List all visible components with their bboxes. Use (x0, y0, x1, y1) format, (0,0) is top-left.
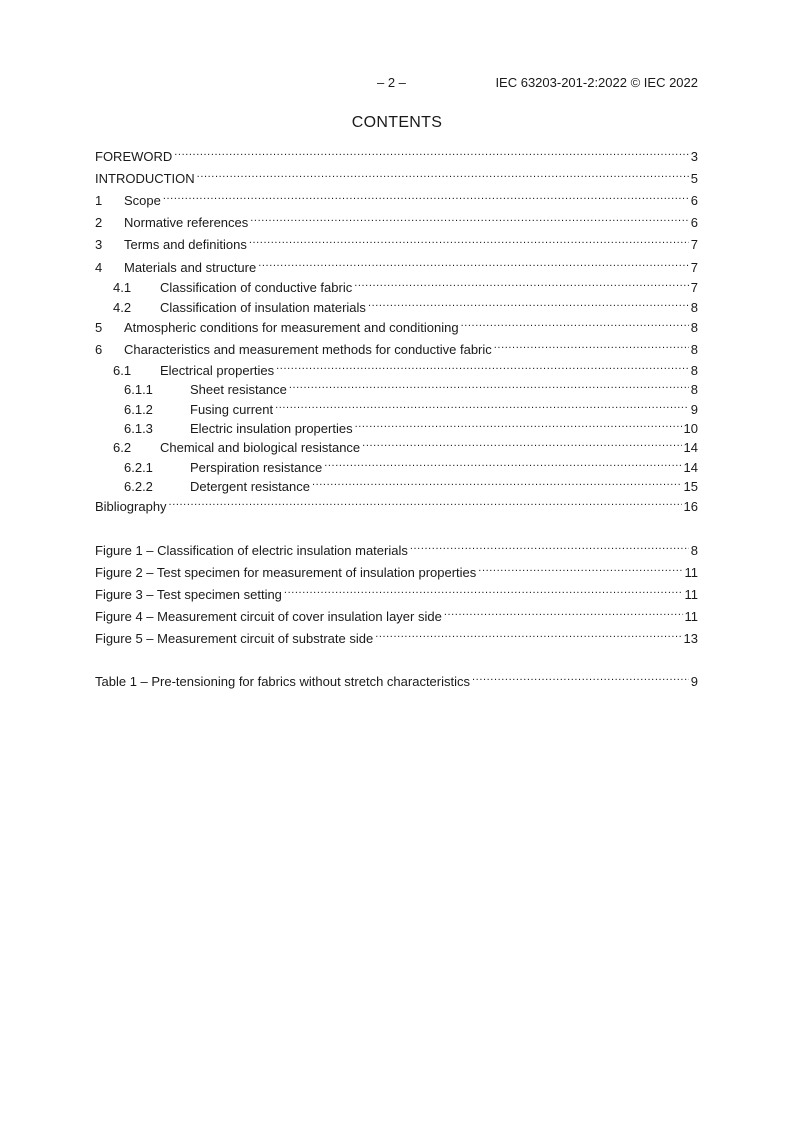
toc-entry[interactable] (95, 397, 698, 417)
toc-entry-number: 6.1.2 (124, 402, 153, 417)
toc-entry-page: 8 (690, 382, 698, 397)
toc-entry-number: 2 (95, 215, 103, 230)
toc-leader-dots (461, 315, 689, 332)
toc-entry-label: Atmospheric conditions for measurement and conditioning (124, 320, 459, 335)
toc-leader-dots (354, 275, 689, 292)
toc-leader-dots (250, 210, 688, 227)
toc-leader-dots (163, 188, 689, 205)
toc-entry-page: 3 (690, 149, 698, 164)
toc-entry[interactable] (95, 538, 698, 558)
contents-title: CONTENTS (351, 114, 443, 131)
toc-entry-page: 11 (684, 609, 698, 624)
toc-entry[interactable] (95, 232, 698, 252)
toc-entry-number: 6.2.1 (124, 460, 153, 475)
toc-entry-page: 11 (684, 565, 698, 580)
toc-entry[interactable] (95, 275, 698, 295)
toc-entry-page: 7 (690, 260, 698, 275)
toc-entry-label: Fusing current (190, 402, 274, 417)
toc-entry-page: 14 (683, 440, 698, 455)
toc-entry[interactable] (95, 435, 698, 455)
toc-entry[interactable] (95, 188, 698, 208)
page-number: – 2 – (377, 75, 406, 90)
toc-entry[interactable] (95, 626, 698, 646)
toc-entry-label: Sheet resistance (190, 382, 287, 397)
toc-leader-dots (375, 626, 681, 643)
toc-entry-number: 5 (95, 320, 103, 335)
toc-entry[interactable] (95, 210, 698, 230)
toc-entry-label: Perspiration resistance (190, 460, 323, 475)
toc-entry[interactable] (95, 582, 698, 602)
toc-entry-number: 6 (95, 342, 103, 357)
toc-entry-page: 14 (683, 460, 698, 475)
toc-leader-dots (249, 232, 689, 249)
toc-entry[interactable] (95, 337, 698, 357)
toc-entry-number: 6.2.2 (124, 479, 153, 494)
toc-entry[interactable] (95, 560, 698, 580)
toc-leader-dots (275, 397, 689, 414)
toc-entry-page: 6 (690, 193, 698, 208)
toc-entry-page: 8 (690, 342, 698, 357)
toc-leader-dots (284, 582, 683, 599)
toc-entry[interactable] (95, 144, 698, 164)
toc-entry-label: FOREWORD (95, 149, 173, 164)
toc-entry-page: 5 (690, 171, 698, 186)
toc-entry-page: 11 (684, 587, 698, 602)
toc-leader-dots (478, 560, 682, 577)
toc-entry-number: 6.1.3 (124, 421, 153, 436)
toc-entry-number: 4 (95, 260, 103, 275)
toc-entry-page: 8 (690, 300, 698, 315)
toc-entry-page: 8 (690, 320, 698, 335)
toc-entry-label: Figure 4 – Measurement circuit of cover insulation layer side (95, 609, 442, 624)
toc-entry-page: 9 (690, 674, 698, 689)
toc-entry[interactable] (95, 315, 698, 335)
toc-leader-dots (197, 166, 689, 183)
document-reference: IEC 63203-201-2:2022 © IEC 2022 (495, 75, 698, 90)
toc-entry-number: 6.1.1 (124, 382, 153, 397)
toc-entry[interactable] (95, 416, 698, 436)
toc-entry-label: Classification of conductive fabric (160, 280, 353, 295)
toc-entry-page: 9 (690, 402, 698, 417)
toc-leader-dots (410, 538, 689, 555)
toc-leader-dots (444, 604, 683, 621)
toc-entry-label: Figure 5 – Measurement circuit of substrate side (95, 631, 374, 646)
toc-entry-label: Materials and structure (124, 260, 257, 275)
toc-entry-page: 8 (690, 363, 698, 378)
toc-leader-dots (324, 455, 681, 472)
toc-entry-label: Detergent resistance (190, 479, 310, 494)
toc-entry-label: Table 1 – Pre-tensioning for fabrics without stretch characteristics (95, 674, 471, 689)
toc-entry-label: Terms and definitions (124, 237, 247, 252)
toc-entry[interactable] (95, 255, 698, 275)
toc-entry-number: 4.2 (113, 300, 132, 315)
toc-entry-label: Normative references (124, 215, 249, 230)
toc-entry[interactable] (95, 166, 698, 186)
toc-leader-dots (472, 669, 689, 686)
toc-leader-dots (289, 377, 689, 394)
toc-entry-page: 8 (690, 543, 698, 558)
toc-entry[interactable] (95, 377, 698, 397)
toc-entry-number: 1 (95, 193, 103, 208)
toc-entry[interactable] (95, 295, 698, 315)
toc-entry-label: Electric insulation properties (190, 421, 353, 436)
toc-leader-dots (362, 435, 681, 452)
toc-leader-dots (174, 144, 688, 161)
toc-entry[interactable] (95, 494, 698, 514)
toc-entry-label: Scope (124, 193, 161, 208)
toc-entry-number: 6.2 (113, 440, 132, 455)
toc-leader-dots (494, 337, 689, 354)
toc-entry-label: INTRODUCTION (95, 171, 195, 186)
toc-entry-number: 6.1 (113, 363, 132, 378)
toc-entry-label: Bibliography (95, 499, 167, 514)
toc-leader-dots (312, 474, 682, 491)
toc-entry-label: Figure 1 – Classification of electric insulation materials (95, 543, 408, 558)
toc-entry-label: Classification of insulation materials (160, 300, 366, 315)
toc-entry-page: 6 (690, 215, 698, 230)
toc-entry-number: 4.1 (113, 280, 132, 295)
toc-entry-label: Figure 3 – Test specimen setting (95, 587, 282, 602)
toc-entry[interactable] (95, 455, 698, 475)
toc-leader-dots (276, 358, 689, 375)
toc-entry[interactable] (95, 474, 698, 494)
toc-entry-number: 3 (95, 237, 103, 252)
toc-entry-page: 15 (683, 479, 698, 494)
toc-entry-page: 16 (683, 499, 698, 514)
toc-entry[interactable] (95, 669, 698, 689)
toc-entry-label: Characteristics and measurement methods for conductive fabric (124, 342, 492, 357)
toc-entry-page: 13 (683, 631, 698, 646)
toc-leader-dots (169, 494, 682, 511)
toc-entry-page: 7 (690, 280, 698, 295)
toc-entry-page: 7 (690, 237, 698, 252)
toc-leader-dots (355, 416, 682, 433)
toc-entry[interactable] (95, 358, 698, 378)
page-header (95, 75, 698, 93)
toc-entry[interactable] (95, 604, 698, 624)
toc-entry-label: Electrical properties (160, 363, 275, 378)
toc-entry-label: Figure 2 – Test specimen for measurement of insulation properties (95, 565, 477, 580)
toc-leader-dots (368, 295, 689, 312)
toc-entry-label: Chemical and biological resistance (160, 440, 361, 455)
toc-leader-dots (258, 255, 689, 272)
toc-entry-page: 10 (683, 421, 698, 436)
